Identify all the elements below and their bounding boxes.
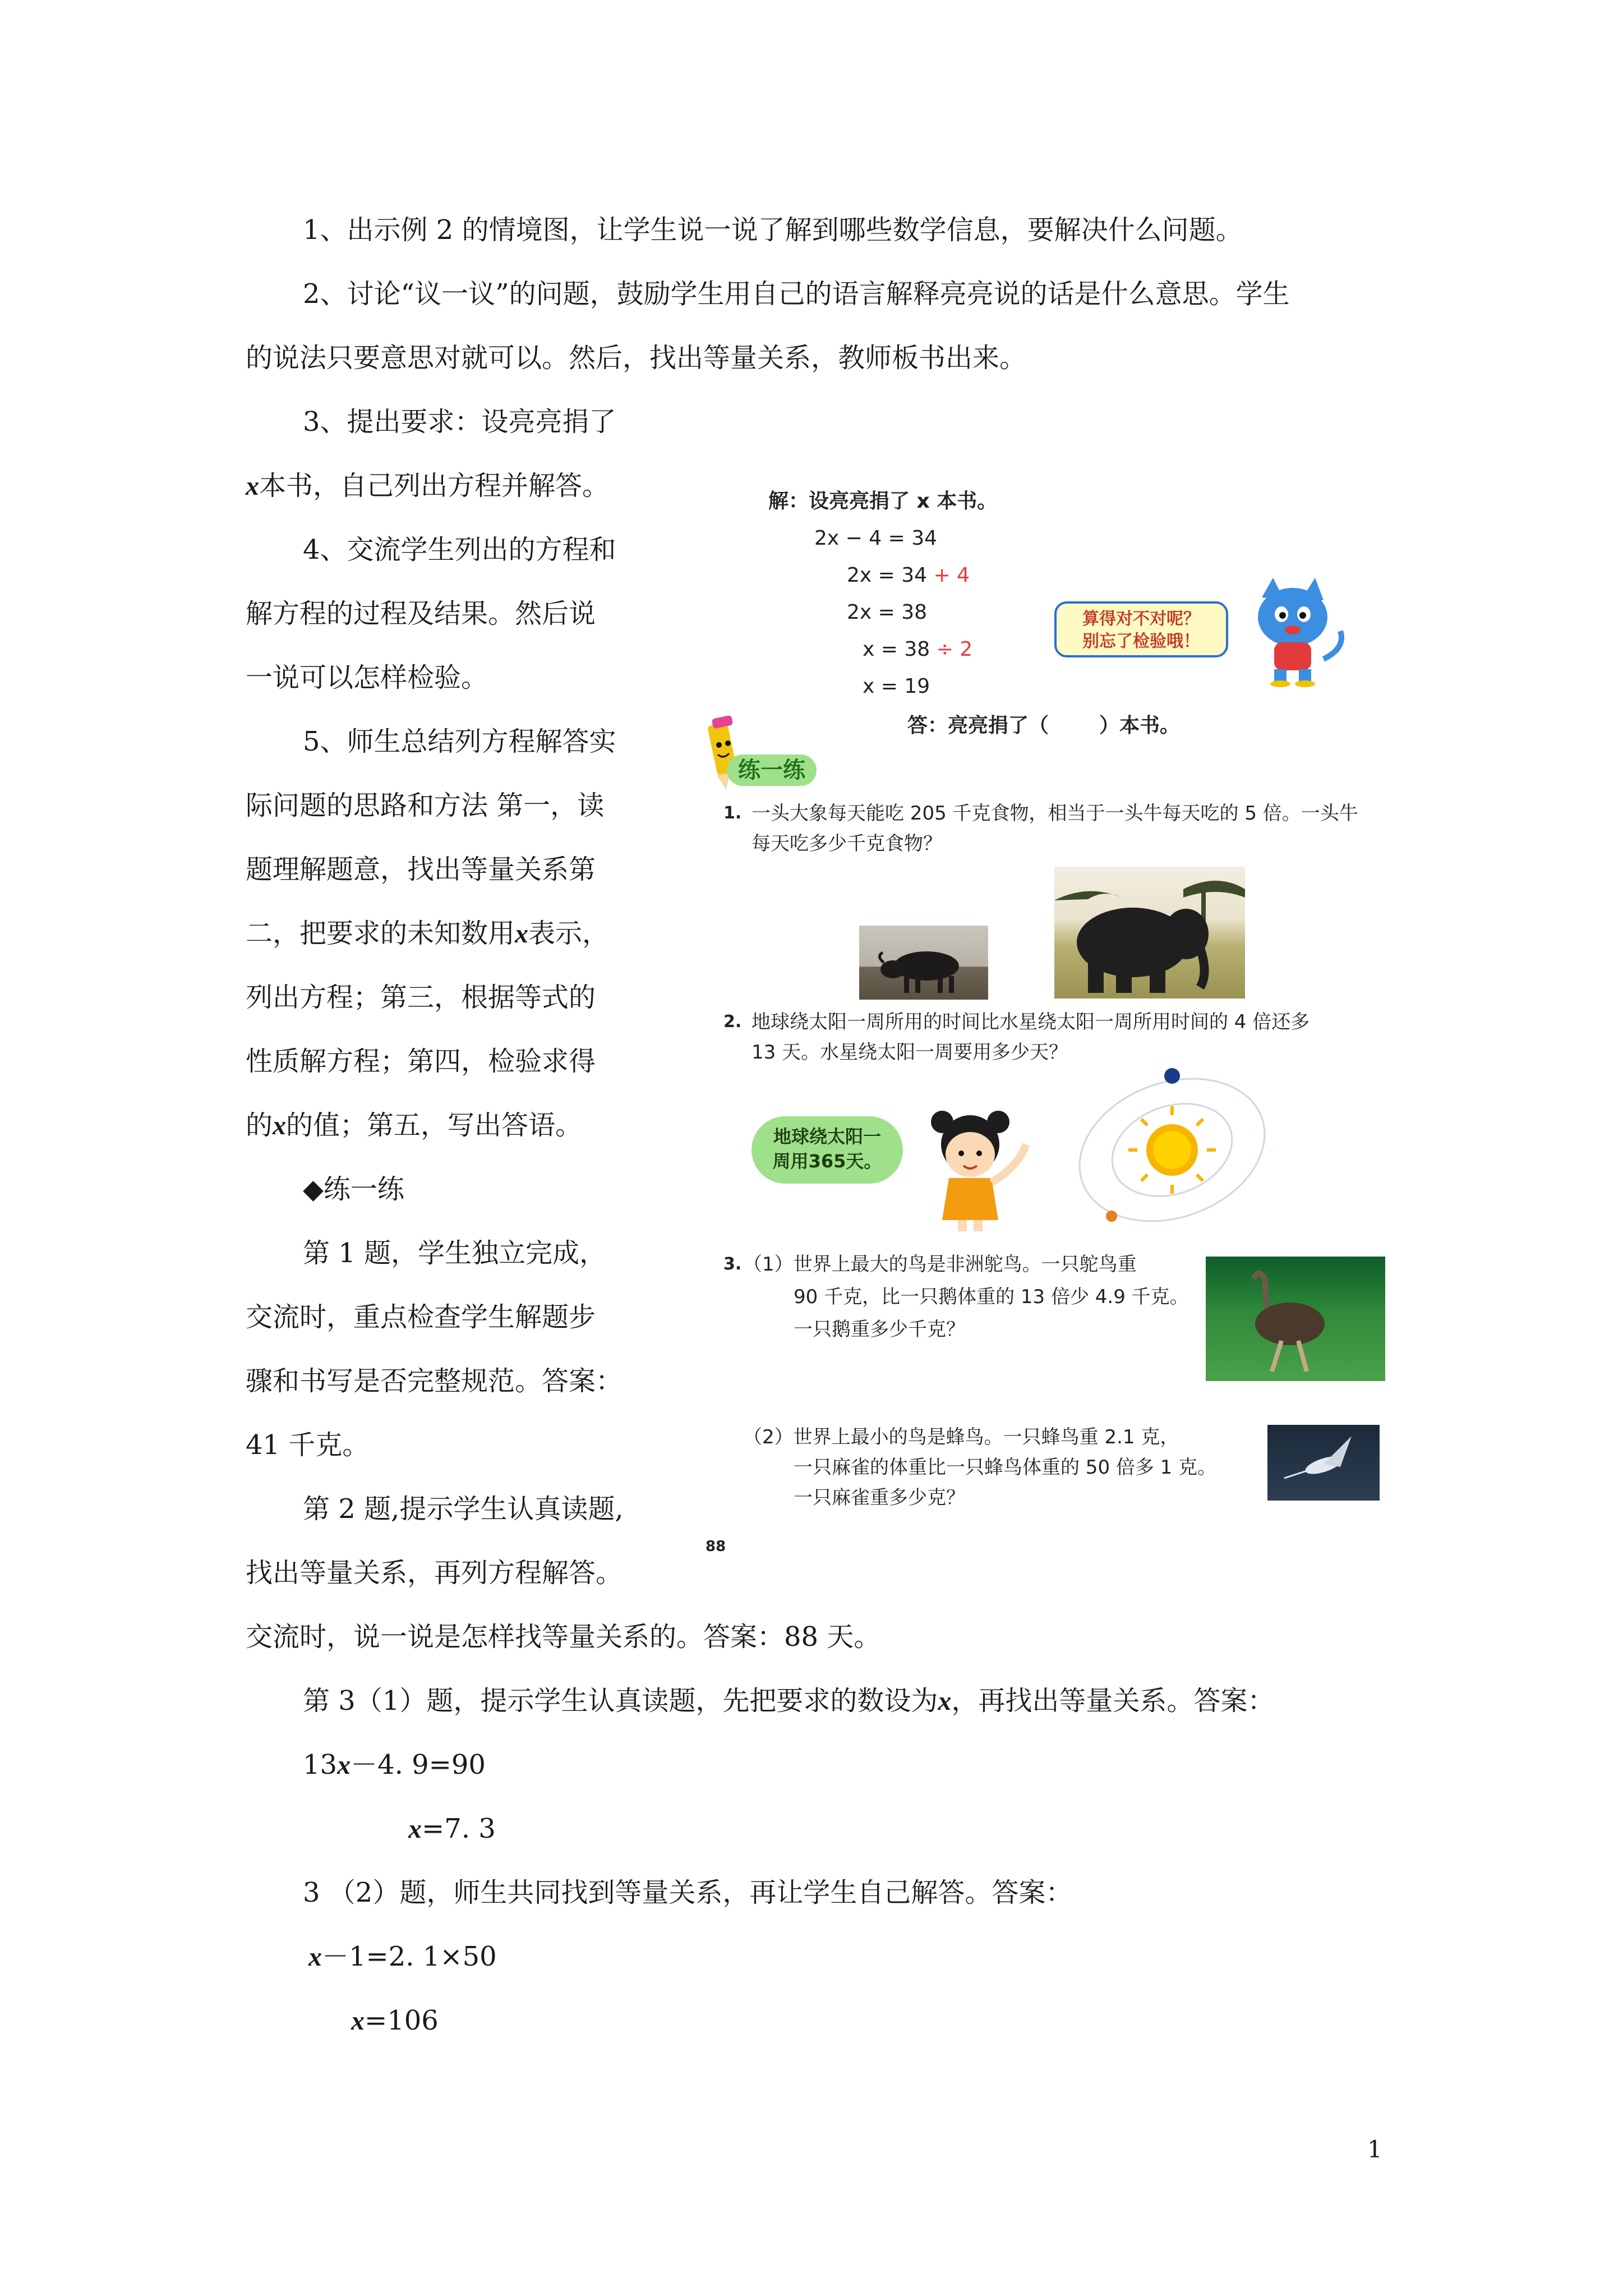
eq-text: －1=2. 1×50 — [322, 1941, 497, 1972]
q1-line-3: 骤和书写是否完整规范。答案： — [246, 1365, 623, 1397]
para-2-line-2: 的说法只要意思对就可以。然后，找出等量关系，教师板书出来。 — [246, 342, 1027, 374]
solution-step-2 — [847, 562, 970, 589]
problem-1-number: 1. — [723, 803, 742, 823]
para-5-line-5: 列出方程；第三，根据等式的 — [246, 982, 596, 1013]
problem-3-number: 3. — [723, 1254, 742, 1274]
para-5-line-2: 际问题的思路和方法 第一，读 — [246, 790, 605, 821]
q1-line-1: 第 1 题，学生独立完成， — [303, 1237, 607, 1269]
var-x: x — [938, 1686, 952, 1716]
solution-title: 解：设亮亮捐了 x 本书。 — [768, 490, 998, 513]
para-5-line-3: 题理解题意，找出等量关系第 — [246, 854, 596, 885]
step-text: x = 38 — [863, 638, 937, 661]
equation-3 — [308, 1940, 497, 1974]
bubble-line-2: 别忘了检验哦！ — [1082, 632, 1200, 651]
q4-line-1: 3 （2）题，师生共同找到等量关系，再让学生自己解答。答案： — [303, 1877, 1073, 1908]
eq-text: =106 — [365, 2005, 439, 2036]
para-5-line-7 — [246, 1108, 582, 1143]
para-1: 1、出示例 2 的情境图，让学生说一说了解到哪些数学信息，要解决什么问题。 — [303, 214, 1243, 246]
problem-2-number: 2. — [723, 1012, 742, 1032]
para-5-text: 的值；第五，写出答语。 — [286, 1110, 583, 1141]
para-4-line-3: 一说可以怎样检验。 — [246, 662, 488, 693]
buffalo-photo — [859, 926, 988, 1000]
para-3-text: 本书，自己列出方程并解答。 — [259, 470, 610, 501]
problem-2-line-2: 13 天。水星绕太阳一周要用多少天？ — [751, 1041, 1068, 1064]
step-highlight: ÷ 2 — [936, 638, 973, 661]
planet-icon — [1164, 1068, 1180, 1084]
answer-text: 答：亮亮捐了（ — [907, 714, 1049, 737]
solution-answer — [907, 712, 1180, 739]
solution-step-1: 2x − 4 = 34 — [814, 527, 938, 550]
check-speech-bubble — [1054, 601, 1228, 657]
eq-text: 13 — [303, 1749, 338, 1780]
problem-4-line-3: 一只麻雀重多少克？ — [794, 1487, 965, 1509]
var-x: x — [246, 471, 259, 501]
var-x: x — [337, 1750, 351, 1780]
q1-line-4: 41 千克。 — [246, 1429, 370, 1461]
var-x: x — [515, 919, 529, 949]
para-5-text: 表示， — [528, 918, 610, 949]
q1-line-2: 交流时，重点检查学生解题步 — [246, 1301, 596, 1333]
solar-system-diagram — [1066, 1066, 1279, 1234]
q2-line-3: 交流时，说一说是怎样找等量关系的。答案：88 天。 — [246, 1621, 881, 1653]
para-5-line-4 — [246, 917, 609, 951]
equation-1 — [303, 1748, 486, 1782]
textbook-page-number: 88 — [706, 1538, 726, 1555]
problem-4-line-1: （2）世界上最小的鸟是蜂鸟。一只蜂鸟重 2.1 克， — [743, 1426, 1179, 1448]
elephant-photo — [1054, 867, 1245, 999]
step-text: 2x = 34 — [847, 564, 934, 587]
para-5-text: 二，把要求的未知数用 — [246, 918, 515, 949]
q3-text: 第 3（1）题，提示学生认真读题，先把要求的数设为 — [303, 1685, 938, 1717]
problem-3-line-3: 一只鹅重多少千克？ — [794, 1318, 965, 1341]
buffalo-icon — [859, 926, 988, 1000]
var-x: x — [308, 1942, 322, 1972]
problem-3-line-2: 90 千克，比一只鹅体重的 13 倍少 4.9 千克。 — [794, 1286, 1189, 1308]
ostrich-photo — [1206, 1257, 1385, 1381]
elephant-icon — [1054, 867, 1245, 999]
answer-text: ）本书。 — [1099, 714, 1181, 737]
eq-text: =7. 3 — [422, 1813, 496, 1844]
var-x: x — [408, 1814, 422, 1844]
practice-title: 练一练 — [738, 757, 805, 783]
para-4-line-1: 4、交流学生列出的方程和 — [303, 534, 616, 565]
problem-1-line-2: 每天吃多少千克食物？ — [751, 832, 942, 855]
para-5-line-6: 性质解方程；第四，检验求得 — [246, 1046, 596, 1077]
para-3-line-2 — [246, 469, 609, 503]
bubble-line-1: 地球绕太阳一 — [773, 1126, 881, 1147]
bubble-line-1: 算得对不对呢？ — [1082, 609, 1200, 629]
solution-step-5: x = 19 — [863, 675, 930, 698]
hummingbird-icon — [1267, 1425, 1380, 1501]
bubble-line-2: 周用365天。 — [772, 1151, 882, 1172]
problem-2-line-1: 地球绕太阳一周所用的时间比水星绕太阳一周所用时间的 4 倍还多 — [751, 1011, 1310, 1033]
girl-icon — [920, 1099, 1043, 1234]
sun-icon — [1128, 1106, 1216, 1194]
solution-step-4 — [863, 636, 972, 663]
practice-heading: ◆练一练 — [303, 1174, 404, 1205]
solution-step-3: 2x = 38 — [847, 601, 928, 624]
page-number: 1 — [1367, 2136, 1382, 2163]
problem-3-line-1: （1）世界上最大的鸟是非洲鸵鸟。一只鸵鸟重 — [743, 1253, 1137, 1276]
q2-line-2: 找出等量关系，再列方程解答。 — [246, 1557, 623, 1589]
practice-title-badge — [727, 754, 817, 786]
para-4-line-2: 解方程的过程及结果。然后说 — [246, 598, 596, 629]
para-5-text: 的 — [246, 1110, 273, 1141]
para-2-line-1: 2、讨论“议一议”的问题，鼓励学生用自己的语言解释亮亮说的话是什么意思。学生 — [303, 278, 1290, 310]
problem-1-line-1: 一头大象每天能吃 205 千克食物，相当于一头牛每天吃的 5 倍。一头牛 — [751, 802, 1358, 825]
q3-text: ，再找出等量关系。答案： — [951, 1685, 1275, 1717]
hummingbird-photo — [1267, 1425, 1380, 1501]
step-highlight: + 4 — [933, 564, 970, 587]
planet-icon — [1106, 1211, 1117, 1222]
equation-4 — [351, 2004, 439, 2038]
var-x: x — [351, 2006, 365, 2036]
q2-line-1: 第 2 题,提示学生认真读题, — [303, 1493, 624, 1525]
eq-text: －4. 9=90 — [351, 1749, 486, 1780]
equation-2 — [408, 1812, 496, 1846]
earth-speech-bubble — [751, 1116, 903, 1184]
para-5-line-1: 5、师生总结列方程解答实 — [303, 726, 616, 757]
var-x: x — [273, 1111, 287, 1140]
problem-4-line-2: 一只麻雀的体重比一只蜂鸟体重的 50 倍多 1 克。 — [794, 1456, 1217, 1479]
cat-mascot-icon — [1239, 575, 1352, 687]
ostrich-icon — [1206, 1257, 1385, 1381]
para-3-line-1: 3、提出要求：设亮亮捐了 — [303, 406, 616, 438]
q3-line-1 — [303, 1684, 1274, 1718]
